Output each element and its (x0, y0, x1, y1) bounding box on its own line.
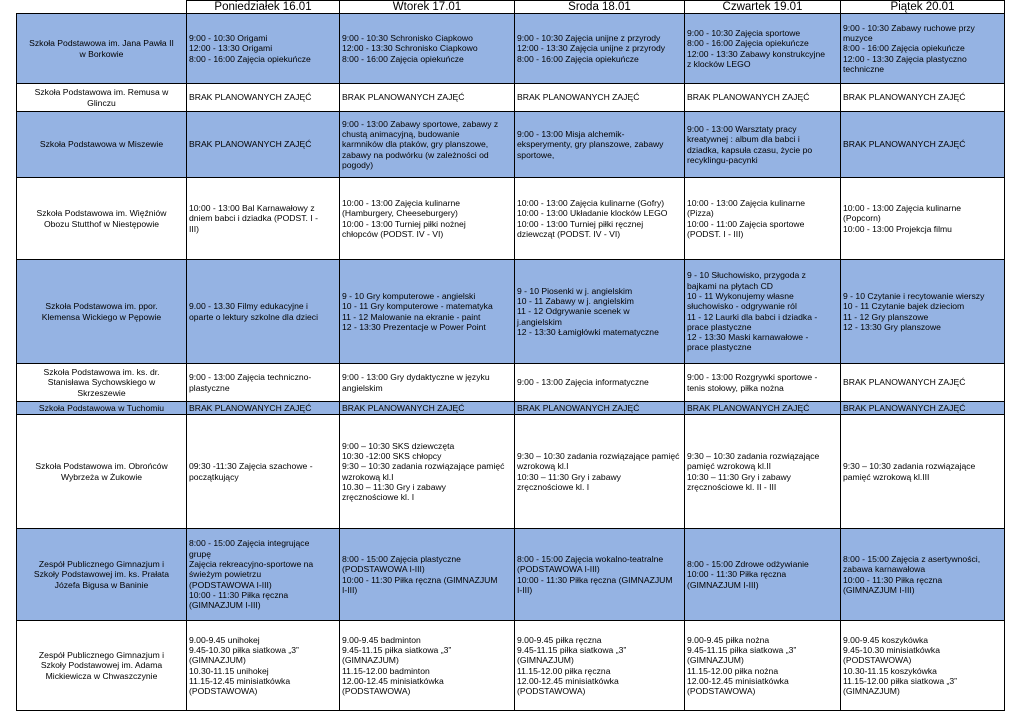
school-name-cell (17, 260, 187, 364)
activity-line: (PODSTAWOWA) (189, 686, 258, 697)
activity-line: 10 - 11 Czytanie bajek dzieciom (843, 301, 965, 312)
school-name-cell (17, 621, 187, 711)
activity-cell (187, 621, 340, 711)
activity-cell (340, 260, 515, 364)
activity-line: 11.15-12.00 badminton (342, 665, 430, 676)
school-name-line: Zespół Publicznego Gimnazjum i (38, 650, 165, 661)
activity-line: 11.15-12.00 piłka siatkowa „3” (843, 675, 958, 686)
activity-cell (515, 364, 685, 402)
activity-line: 10 - 11 Zabawy w j. angielskim (517, 296, 634, 307)
activity-line: (PODSTAWOWA I-III) (189, 579, 272, 590)
activity-line: (GIMNAZJUM) (342, 655, 399, 666)
activity-line: 10:00 - 11:30 Piłka ręczna (843, 574, 943, 585)
activity-line: 10:00 - 11:30 Piłka ręczna (GIMNAZJUM (342, 574, 498, 585)
activity-line: 9.45-11.15 piłka siatkowa „3” (342, 644, 452, 655)
activity-line: (GIMNAZJUM) (843, 686, 900, 697)
activity-line: 9.45-11.15 piłka siatkowa „3” (687, 644, 797, 655)
activity-line: 10:00 - 13:00 Projekcja filmu (843, 223, 952, 234)
activity-line: (PODSTAWOWA) (342, 686, 411, 697)
activity-cell (187, 415, 340, 529)
activity-line: 12:00 - 13:30 Origami (189, 43, 273, 54)
activity-cell (841, 621, 1005, 711)
activity-cell (340, 14, 515, 84)
activity-line: świeżym powietrzu (189, 569, 262, 580)
activity-cell (187, 260, 340, 364)
activity-line: 10:00 - 11:00 Zajęcia sportowe (687, 218, 805, 229)
activity-cell (515, 260, 685, 364)
school-row (17, 415, 1005, 529)
activity-cell (340, 364, 515, 402)
activity-cell (515, 112, 685, 178)
activity-line: BRAK PLANOWANYCH ZAJĘĆ (517, 402, 640, 413)
activity-cell (187, 529, 340, 621)
activity-line: 9 - 10 Gry komputerowe - angielski (342, 290, 476, 301)
activity-line: 9:00 - 10:30 Zajęcia unijne z przyrody (517, 33, 661, 44)
activity-line: plastyczne (189, 382, 230, 393)
activity-cell (685, 260, 841, 364)
activity-cell (841, 415, 1005, 529)
activity-cell (515, 621, 685, 711)
school-name-line: Szkoła Podstawowa im. Obrońców (35, 461, 168, 472)
activity-cell (515, 402, 685, 415)
activity-line: 10:00 - 13:00 Zajęcia kulinarne (687, 197, 806, 208)
activity-cell (841, 402, 1005, 415)
activity-line: zręcznościowe kl. I (342, 492, 415, 503)
activity-line: 10:00 - 11:30 Piłka ręczna (687, 569, 787, 580)
activity-line: BRAK PLANOWANYCH ZAJĘĆ (517, 92, 640, 103)
activity-line: 12.00-12.45 minisiatkówka (687, 675, 789, 686)
activity-line: (GIMNAZJUM) (517, 655, 574, 666)
activity-cell (685, 178, 841, 260)
activity-cell (841, 178, 1005, 260)
activity-cell (340, 621, 515, 711)
activity-line: 11 - 12 Odgrywanie scenek w (517, 306, 630, 317)
activity-line: chłopców (PODST. IV - VI) (342, 228, 444, 239)
activity-cell (841, 260, 1005, 364)
activity-cell (685, 112, 841, 178)
school-name-cell (17, 364, 187, 402)
school-name-line: Szkoły Podstawowej im. Adama (40, 660, 163, 671)
activity-cell (685, 415, 841, 529)
activity-line: 8:00 - 16:00 Zajęcia opiekuńcze (843, 43, 965, 54)
activity-cell (340, 112, 515, 178)
activity-cell (340, 84, 515, 112)
activity-line: 9:00 - 10:30 Schronisko Ciapkowo (342, 33, 473, 44)
activity-line: 12:00 - 13:30 Zabawy konstrukcyjne (687, 48, 826, 59)
activity-line: 9:30 – 10:30 zadania rozwiązające pamięć (517, 450, 680, 461)
activity-line: 10:00 - 13:00 Układanie klocków LEGO (517, 208, 668, 219)
activity-line: bajkami na płytach CD (687, 280, 773, 291)
activity-line: zabawy na podwórku (w zależności od (342, 149, 489, 160)
school-name-cell (17, 112, 187, 178)
activity-line: dziewcząt (PODST. IV - VI) (517, 228, 621, 239)
activity-line: 11 - 12 Laurki dla babci i dziadka - (687, 311, 818, 322)
activity-line: dniem babci i dziadka (PODST. I - (189, 213, 318, 224)
activity-line: 8:00 - 16:00 Zajęcia opiekuńcze (517, 53, 639, 64)
school-row (17, 260, 1005, 364)
school-name-cell (17, 529, 187, 621)
activity-line: 9:00 - 10:30 Zabawy ruchowe przy (843, 22, 975, 33)
school-name-line: Szkoła Podstawowa im. Jana Pawła II (29, 38, 174, 49)
activity-line: 11 - 12 Malowanie na ekranie - paint (342, 311, 481, 322)
day-header: Czwartek 19.01 (685, 1, 841, 14)
activity-line: recyklingu-pacynki (687, 154, 758, 165)
activity-cell (841, 14, 1005, 84)
activity-line: Zajęcia rekreacyjno-sportowe na (189, 559, 314, 570)
activity-line: wzrokową kl.I (517, 461, 569, 472)
activity-line: zabawa karnawałowa (843, 564, 926, 575)
activity-line: 12 - 13:30 Łamigłówki matematyczne (517, 326, 659, 337)
activity-line: BRAK PLANOWANYCH ZAJĘĆ (189, 92, 312, 103)
school-name-line: Szkoła Podstawowa w Miszewie (39, 139, 164, 150)
activity-line: 9.00-9.45 piłka ręczna (517, 634, 602, 645)
activity-line: 10 - 11 Wykonujemy własne (687, 290, 794, 301)
activity-cell (685, 621, 841, 711)
activity-line: 9:00 - 13:00 Warsztaty pracy (687, 123, 797, 134)
activity-line: (PODSTAWOWA I-III) (342, 564, 425, 575)
activity-line: 10.30 – 11:30 Gry i zabawy (342, 481, 446, 492)
activity-line: BRAK PLANOWANYCH ZAJĘĆ (843, 402, 966, 413)
school-name-cell (17, 178, 187, 260)
activity-cell (187, 84, 340, 112)
school-row (17, 178, 1005, 260)
activity-line: techniczne (843, 63, 885, 74)
activity-line: 09:30 -11:30 Zajęcia szachowe - (189, 461, 313, 472)
activity-line: 9:30 – 10:30 zadania rozwiązające pamięć (342, 461, 505, 472)
activity-line: 10:00 - 13:00 Turniej piłki nożnej (342, 218, 466, 229)
activity-line: 9:00 - 13:00 Gry dydaktyczne w języku (342, 372, 490, 383)
activity-line: 8:00 - 16:00 Zajęcia opiekuńcze (687, 38, 809, 49)
activity-cell (187, 364, 340, 402)
activity-line: eksperymenty, gry planszowe, zabawy (517, 139, 664, 150)
activity-line: BRAK PLANOWANYCH ZAJĘĆ (843, 139, 966, 150)
activity-line: kreatywnej : album dla babci i (687, 134, 800, 145)
activity-line: 8:00 - 16:00 Zajęcia opiekuńcze (342, 53, 464, 64)
activity-cell (187, 112, 340, 178)
day-header: Poniedziałek 16.01 (187, 1, 340, 14)
activity-line: BRAK PLANOWANYCH ZAJĘĆ (687, 402, 810, 413)
activity-cell (685, 14, 841, 84)
activity-line: 9.00-9.45 unihokej (189, 634, 260, 645)
activity-line: BRAK PLANOWANYCH ZAJĘĆ (843, 377, 966, 388)
activity-line: 10:30 – 11:30 Gry i zabawy (517, 471, 621, 482)
activity-cell (685, 529, 841, 621)
activity-line: 10:30 -12:00 SKS chłopcy (342, 450, 442, 461)
activity-cell (515, 14, 685, 84)
activity-cell (187, 14, 340, 84)
activity-line: 11.15-12.00 piłka ręczna (517, 665, 611, 676)
activity-line: 9:00 - 13:00 Misja alchemik- (517, 129, 625, 140)
activity-line: BRAK PLANOWANYCH ZAJĘĆ (687, 92, 810, 103)
activity-line: 9.00 - 13.30 Filmy edukacyjne i (189, 301, 308, 312)
activity-line: BRAK PLANOWANYCH ZAJĘĆ (189, 402, 312, 413)
activity-line: BRAK PLANOWANYCH ZAJĘĆ (189, 139, 312, 150)
school-row (17, 112, 1005, 178)
school-name-cell (17, 402, 187, 415)
activity-cell (515, 529, 685, 621)
activity-line: 10:00 - 13:00 Zajęcia kulinarne (Gofry) (517, 197, 665, 208)
activity-line: 9 - 10 Słuchowisko, przygoda z (687, 270, 806, 281)
activity-line: 9.00-9.45 koszykówka (843, 634, 929, 645)
activity-line: 10:30 – 11:30 Gry i zabawy (687, 471, 791, 482)
activity-line: 10 - 11 Gry komputerowe - matematyka (342, 301, 493, 312)
activity-line: 12:00 - 13:30 Zajęcia unijne z przyrody (517, 43, 666, 54)
activity-line: 10:00 - 13:00 Zajęcia kulinarne (342, 197, 461, 208)
activity-line: 9:00 - 13:00 Zabawy sportowe, zabawy z (342, 118, 499, 129)
school-row (17, 84, 1005, 112)
schedule-table (16, 0, 1005, 711)
activity-line: 9:00 - 10:30 Origami (189, 33, 268, 44)
school-name-line: Wybrzeża w Żukowie (60, 471, 143, 482)
activity-line: (PODSTAWOWA) (843, 655, 912, 666)
activity-line: 9:00 - 10:30 Zajęcia sportowe (687, 27, 801, 38)
school-name-line: Szkoła Podstawowa im. ks. dr. (43, 367, 160, 378)
activity-line: 10:00 - 13:00 Turniej piłki ręcznej (517, 218, 644, 229)
activity-cell (841, 364, 1005, 402)
school-row (17, 402, 1005, 415)
activity-line: (PODSTAWOWA) (517, 686, 586, 697)
activity-line: zręcznościowe kl. II - III (687, 481, 777, 492)
school-name-line: Szkoła Podstawowa w Tuchomiu (38, 402, 165, 413)
school-name-line: Klemensa Wickiego w Pępowie (41, 311, 162, 322)
activity-line: angielskim (342, 382, 383, 393)
school-name-line: Skrzeszewie (77, 387, 126, 398)
activity-line: 12 - 13:30 Maski karnawałowe - (687, 332, 809, 343)
activity-line: 9 - 10 Czytanie i recytowanie wierszy (843, 290, 985, 301)
activity-line: 12.00-12.45 minisiatkówka (342, 675, 444, 686)
activity-line: grupę (189, 548, 211, 559)
activity-line: z klocków LEGO (687, 58, 751, 69)
activity-line: I-III) (342, 584, 358, 595)
activity-line: BRAK PLANOWANYCH ZAJĘĆ (342, 402, 465, 413)
activity-line: BRAK PLANOWANYCH ZAJĘĆ (843, 92, 966, 103)
activity-line: (Pizza) (687, 208, 714, 219)
activity-line: tenis stołowy, piłka nożna (687, 382, 784, 393)
activity-line: 12 - 13:30 Gry planszowe (843, 321, 941, 332)
activity-line: (GIMNAZJUM I-III) (687, 579, 759, 590)
activity-line: 10:00 - 13:00 Zajęcia kulinarne (843, 203, 962, 214)
school-row (17, 529, 1005, 621)
activity-line: (GIMNAZJUM I-III) (843, 584, 915, 595)
activity-line: (Popcorn) (843, 213, 881, 224)
schedule-body (17, 14, 1005, 711)
activity-line: prace plastyczne (687, 321, 752, 332)
school-name-line: Zespół Publicznego Gimnazjum i (38, 559, 165, 570)
activity-line: 12.00-12.45 minisiatkówka (517, 675, 619, 686)
schedule-sheet (16, 0, 1004, 712)
activity-line: słuchowisko - odgrywanie ról (687, 301, 797, 312)
activity-line: 10.30-11.15 koszykówka (843, 665, 937, 676)
school-name-line: Szkoła Podstawowa im. Remusa w (34, 87, 169, 98)
activity-line: j.angielskim (517, 316, 562, 327)
activity-cell (187, 402, 340, 415)
activity-line: pamięć wzrokową kl.III (843, 471, 930, 482)
activity-line: oparte o lektury szkolne dla dzieci (189, 311, 318, 322)
school-name-line: Szkoła Podstawowa im. Więźniów (36, 208, 167, 219)
school-name-line: Szkoła Podstawowa im. ppor. (45, 301, 158, 312)
activity-cell (340, 178, 515, 260)
school-name-line: Glinczu (87, 97, 116, 108)
day-header: Wtorek 17.01 (340, 1, 515, 14)
activity-cell (841, 529, 1005, 621)
activity-cell (515, 178, 685, 260)
activity-line: (GIMNAZJUM I-III) (189, 600, 261, 611)
school-row (17, 621, 1005, 711)
activity-line: 10:00 - 13:00 Bal Karnawałowy z (189, 203, 315, 214)
activity-cell (685, 84, 841, 112)
activity-line: pogody) (342, 159, 374, 170)
school-row (17, 14, 1005, 84)
activity-line: 10:00 - 11:30 Piłka ręczna (189, 589, 289, 600)
activity-line: 9:00 – 10:30 SKS dziewczęta (342, 440, 455, 451)
activity-line: 9.00-9.45 badminton (342, 634, 421, 645)
header-row (17, 1, 1005, 14)
school-row (17, 364, 1005, 402)
activity-line: 9:30 – 10:30 zadania rozwiązające (687, 450, 820, 461)
activity-line: 8:00 - 15:00 Zdrowe odżywianie (687, 559, 809, 570)
activity-line: (PODSTAWOWA) (687, 686, 756, 697)
activity-line: (PODST. I - III) (687, 228, 744, 239)
activity-line: BRAK PLANOWANYCH ZAJĘĆ (342, 92, 465, 103)
activity-cell (515, 415, 685, 529)
activity-line: dziadka, kapsuła czasu, życie po (687, 144, 813, 155)
activity-line: 9:00 - 13:00 Zajęcia techniczno- (189, 372, 312, 383)
school-name-line: Mickiewicza w Chwaszczynie (45, 670, 158, 681)
activity-line: (Hamburgery, Cheeseburgery) (342, 208, 458, 219)
activity-line: 9 - 10 Piosenki w j. angielskim (517, 285, 633, 296)
school-name-line: Józefa Bigusa w Baninie (54, 579, 149, 590)
school-name-line: Stanisława Sychowskiego w (47, 377, 156, 388)
activity-line: 9.45-10.30 minisiatkówka (843, 644, 940, 655)
day-header: Piątek 20.01 (841, 1, 1005, 14)
activity-line: pamięć wzrokową kl.II (687, 461, 772, 472)
activity-line: 10:00 - 11:30 Piłka ręczna (GIMNAZJUM (517, 574, 673, 585)
activity-line: 9.00-9.45 piłka nożna (687, 634, 770, 645)
activity-line: 10.30-11.15 unihokej (189, 665, 269, 676)
activity-cell (340, 402, 515, 415)
activity-line: 11 - 12 Gry planszowe (843, 311, 929, 322)
activity-line: 8:00 - 15:00 Zajęcia integrujące (189, 538, 310, 549)
activity-line: (GIMNAZJUM) (189, 655, 246, 666)
activity-line: muzyce (843, 33, 873, 44)
activity-line: (PODSTAWOWA I-III) (517, 564, 600, 575)
activity-cell (685, 402, 841, 415)
activity-line: chustą animacyjną, budowanie (342, 129, 460, 140)
activity-line: 12:00 - 13:30 Schronisko Ciapkowo (342, 43, 478, 54)
header-corner (17, 1, 187, 14)
activity-line: 9:00 - 13:00 Rozgrywki sportowe - (687, 372, 818, 383)
school-name-cell (17, 14, 187, 84)
activity-line: zręcznościowe kl. I (517, 481, 590, 492)
activity-line: 9:00 - 13:00 Zajęcia informatyczne (517, 377, 649, 388)
activity-line: 8:00 - 15:00 Zajęcia wokalno-teatralne (517, 553, 664, 564)
activity-line: 11.15-12.00 piłka nożna (687, 665, 779, 676)
activity-line: początkujący (189, 471, 239, 482)
activity-line: 12:00 - 13:30 Zajęcia plastyczno (843, 53, 967, 64)
activity-cell (841, 84, 1005, 112)
activity-line: 9.45-11.15 piłka siatkowa „3” (517, 644, 627, 655)
activity-line: sportowe, (517, 149, 555, 160)
activity-line: 9:30 – 10:30 zadania rozwiązające (843, 461, 976, 472)
activity-line: 8:00 - 16:00 Zajęcia opiekuńcze (189, 53, 311, 64)
activity-line: 11.15-12.45 minisiatkówka (189, 675, 291, 686)
school-name-line: Obozu Stutthof w Niestępowie (43, 218, 160, 229)
activity-line: (GIMNAZJUM) (687, 655, 744, 666)
activity-line: 8:00 - 15:00 Zajęcia plastyczne (342, 553, 461, 564)
activity-line: III) (189, 223, 200, 234)
activity-cell (187, 178, 340, 260)
activity-cell (841, 112, 1005, 178)
activity-cell (515, 84, 685, 112)
activity-cell (340, 529, 515, 621)
activity-line: karmników dla ptaków, gry planszowe, (342, 139, 489, 150)
activity-cell (685, 364, 841, 402)
activity-line: I-III) (517, 584, 533, 595)
activity-line: prace plastyczne (687, 342, 752, 353)
activity-cell (340, 415, 515, 529)
school-name-cell (17, 415, 187, 529)
activity-line: 12 - 13:30 Prezentacje w Power Point (342, 321, 486, 332)
activity-line: wzrokową kl.I (342, 471, 394, 482)
school-name-cell (17, 84, 187, 112)
school-name-line: w Borkowie (79, 48, 124, 59)
activity-line: 8:00 - 15:00 Zajęcia z asertywności, (843, 553, 981, 564)
day-header: Środa 18.01 (515, 1, 685, 14)
activity-line: 9.45-10.30 piłka siatkowa „3” (189, 644, 299, 655)
school-name-line: Szkoły Podstawowej im. ks. Prałata (33, 569, 170, 580)
